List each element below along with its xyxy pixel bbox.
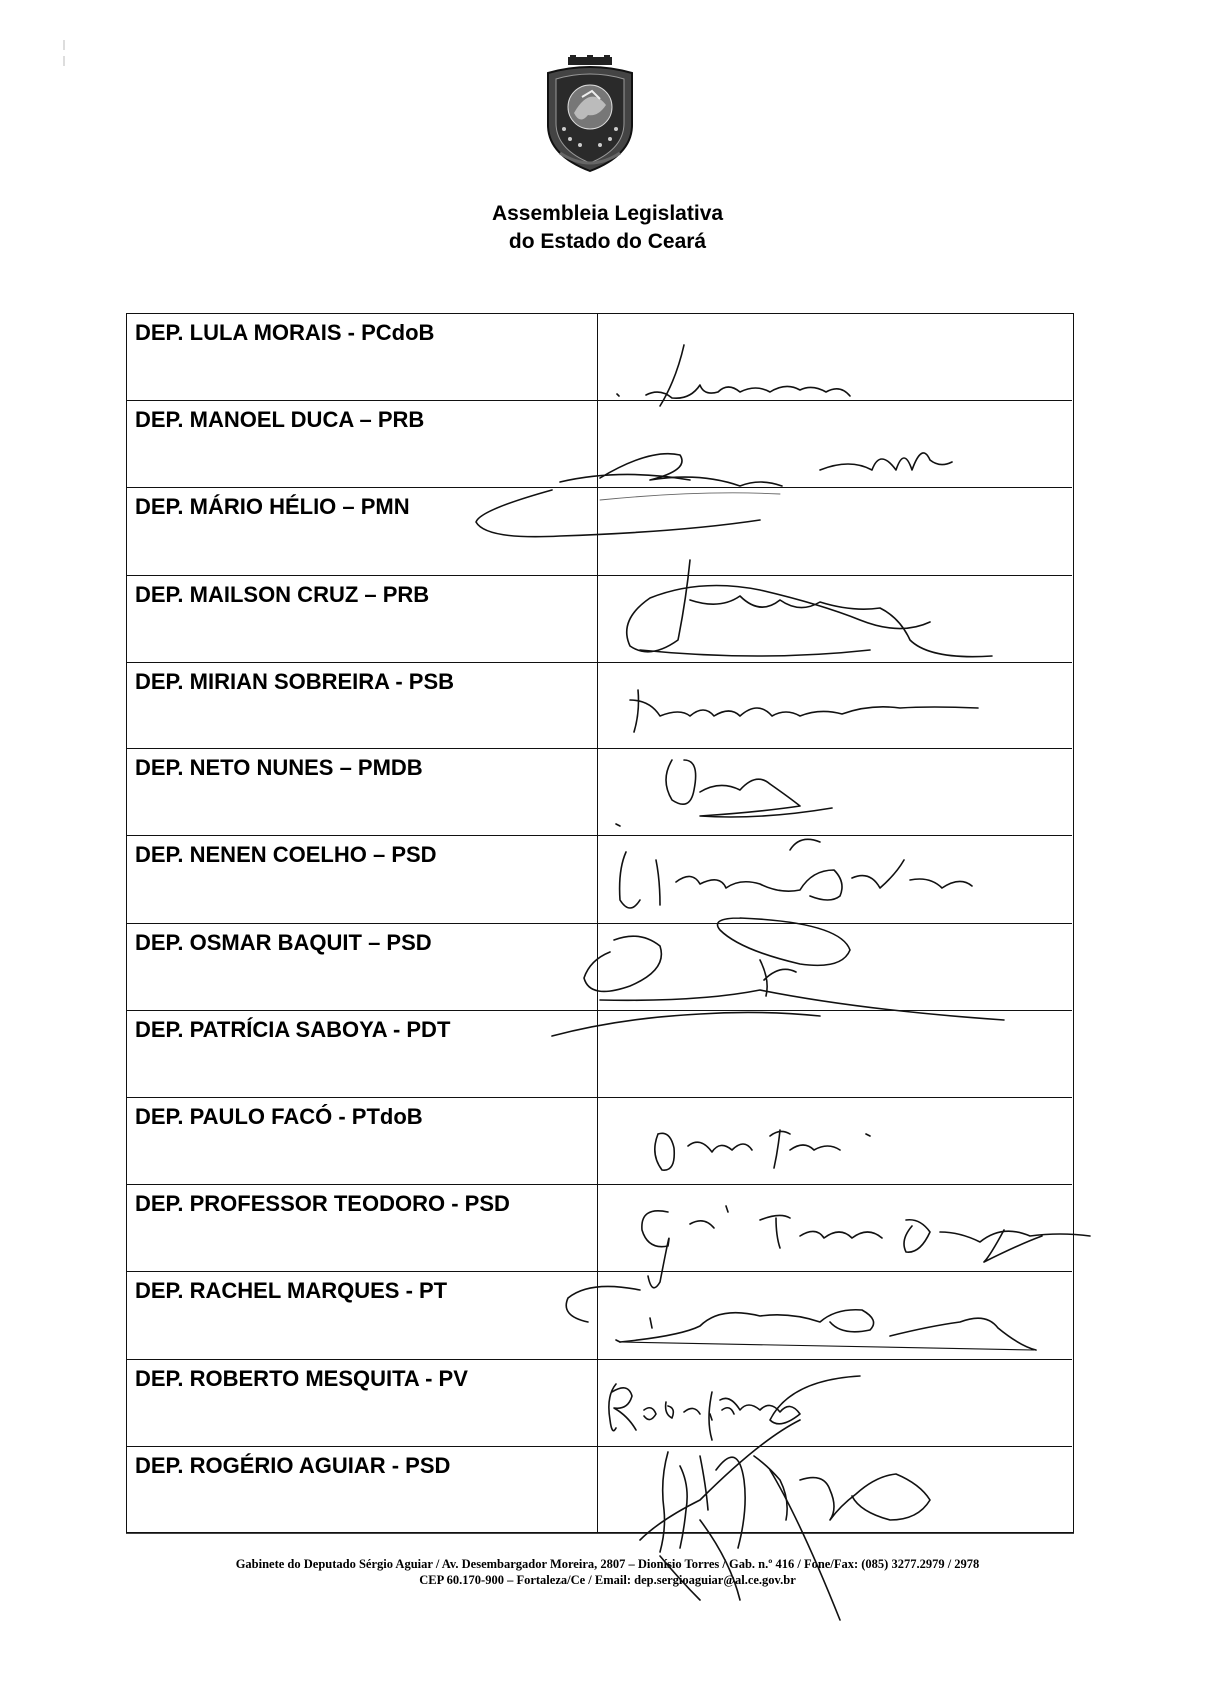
- deputy-name: DEP. PAULO FACÓ - PTdoB: [135, 1104, 423, 1129]
- deputy-name: DEP. MIRIAN SOBREIRA - PSB: [135, 669, 455, 694]
- table-row: [127, 1011, 1072, 1098]
- deputy-name: DEP. ROGÉRIO AGUIAR - PSD: [135, 1453, 451, 1478]
- signature-table: [126, 313, 1074, 1533]
- deputy-name: DEP. ROBERTO MESQUITA - PV: [135, 1366, 468, 1391]
- footer-rule: [126, 1533, 1074, 1534]
- table-row: [127, 576, 1072, 663]
- deputy-name: DEP. PROFESSOR TEODORO - PSD: [135, 1191, 510, 1216]
- deputy-name: DEP. NETO NUNES – PMDB: [135, 755, 423, 780]
- institution-header: [0, 200, 1215, 256]
- ceara-coat-of-arms-icon: [540, 55, 640, 175]
- footer-address: Gabinete do Deputado Sérgio Aguiar / Av. Desembargador Moreira, 2807 – Dionísio Torres / Gab. n.º 416 / Fone/Fax: (085) 3277.2979 / 2978: [235, 1557, 980, 1571]
- deputy-name: DEP. RACHEL MARQUES - PT: [135, 1278, 448, 1303]
- deputy-name: DEP. MÁRIO HÉLIO – PMN: [135, 494, 410, 519]
- table-row: [127, 749, 1072, 836]
- deputy-name: DEP. MAILSON CRUZ – PRB: [135, 582, 430, 607]
- table-row: [127, 836, 1072, 924]
- table-row: [127, 314, 1072, 401]
- office-footer: [0, 1556, 1215, 1588]
- footer-contact: CEP 60.170-900 – Fortaleza/Ce / Email: dep.sergioaguiar@al.ce.gov.br: [419, 1573, 796, 1587]
- institution-name: Assembleia Legislativa: [491, 202, 724, 225]
- table-row: [127, 1272, 1072, 1360]
- deputy-name: DEP. PATRÍCIA SABOYA - PDT: [135, 1017, 451, 1042]
- table-row: [127, 1185, 1072, 1272]
- deputy-name: DEP. MANOEL DUCA – PRB: [135, 407, 425, 432]
- table-row: [127, 1360, 1072, 1447]
- deputy-name: DEP. NENEN COELHO – PSD: [135, 842, 437, 867]
- deputy-name: DEP. LULA MORAIS - PCdoB: [135, 320, 435, 345]
- table-row: [127, 488, 1072, 576]
- table-row: [127, 1447, 1072, 1533]
- table-row: [127, 401, 1072, 488]
- deputy-name: DEP. OSMAR BAQUIT – PSD: [135, 930, 432, 955]
- institution-state: do Estado do Ceará: [508, 230, 707, 253]
- margin-mark: [62, 40, 66, 66]
- table-row: [127, 663, 1072, 749]
- table-row: [127, 1098, 1072, 1185]
- table-row: [127, 924, 1072, 1011]
